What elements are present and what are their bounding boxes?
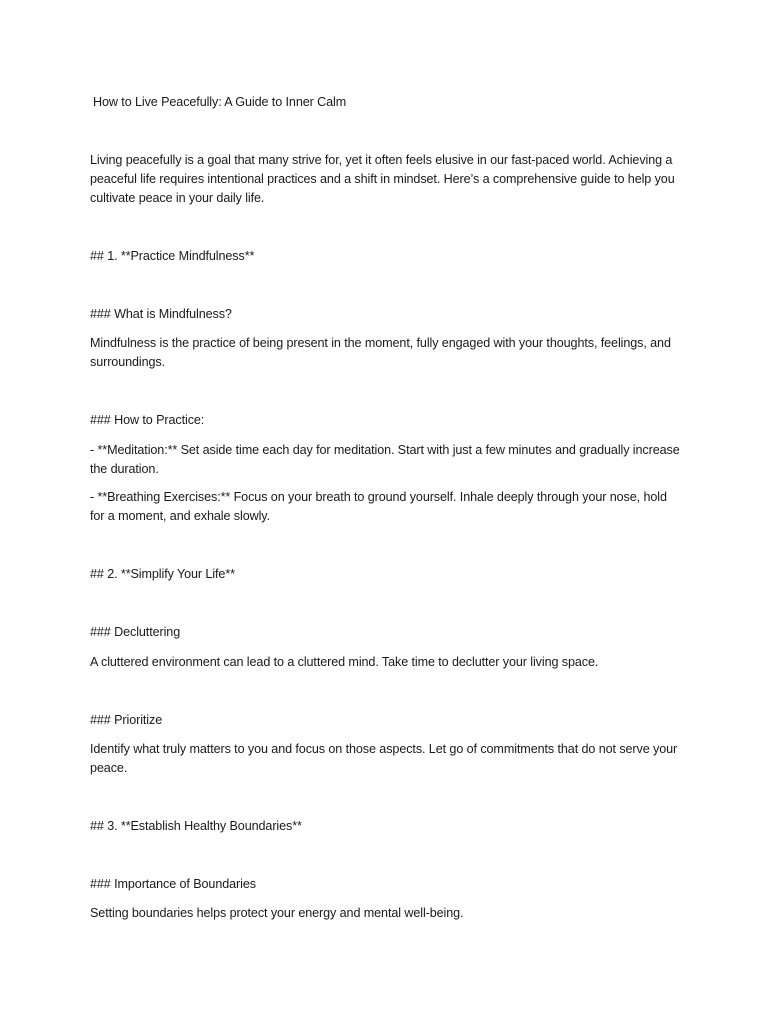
section-2-subheading-decluttering: ### Decluttering <box>90 625 181 639</box>
bullet-meditation: - **Meditation:** Set aside time each day for meditation. Start with just a few minutes and gradually increase the duration. <box>90 443 680 476</box>
section-2-decluttering-text: A cluttered environment can lead to a cluttered mind. Take time to declutter your living space. <box>90 655 599 669</box>
section-1-what-text: Mindfulness is the practice of being present in the moment, fully engaged with your thoughts, feelings, and surroundings. <box>90 336 671 369</box>
section-2-heading: ## 2. **Simplify Your Life** <box>90 567 235 581</box>
bullet-breathing: - **Breathing Exercises:** Focus on your breath to ground yourself. Inhale deeply through your nose, hold for a moment, and exhale slowly. <box>90 490 667 523</box>
section-3-subheading-importance: ### Importance of Boundaries <box>90 877 256 891</box>
section-1-heading: ## 1. **Practice Mindfulness** <box>90 249 255 263</box>
section-2-subheading-prioritize: ### Prioritize <box>90 713 163 727</box>
section-2-prioritize-text: Identify what truly matters to you and focus on those aspects. Let go of commitments that do not serve your peace. <box>90 742 678 775</box>
section-1-subheading-how: ### How to Practice: <box>90 413 205 427</box>
section-3-importance-text: Setting boundaries helps protect your energy and mental well-being. <box>90 906 464 920</box>
document-title: How to Live Peacefully: A Guide to Inner Calm <box>93 95 347 109</box>
intro-paragraph: Living peacefully is a goal that many strive for, yet it often feels elusive in our fast-paced world. Achieving a peaceful life requires intentional practices and a shift in mindset. Here’s a comprehensive guide to help you cultivate peace in your daily life. <box>90 153 675 205</box>
section-3-heading: ## 3. **Establish Healthy Boundaries** <box>90 819 302 833</box>
section-1-subheading-what: ### What is Mindfulness? <box>90 307 232 321</box>
